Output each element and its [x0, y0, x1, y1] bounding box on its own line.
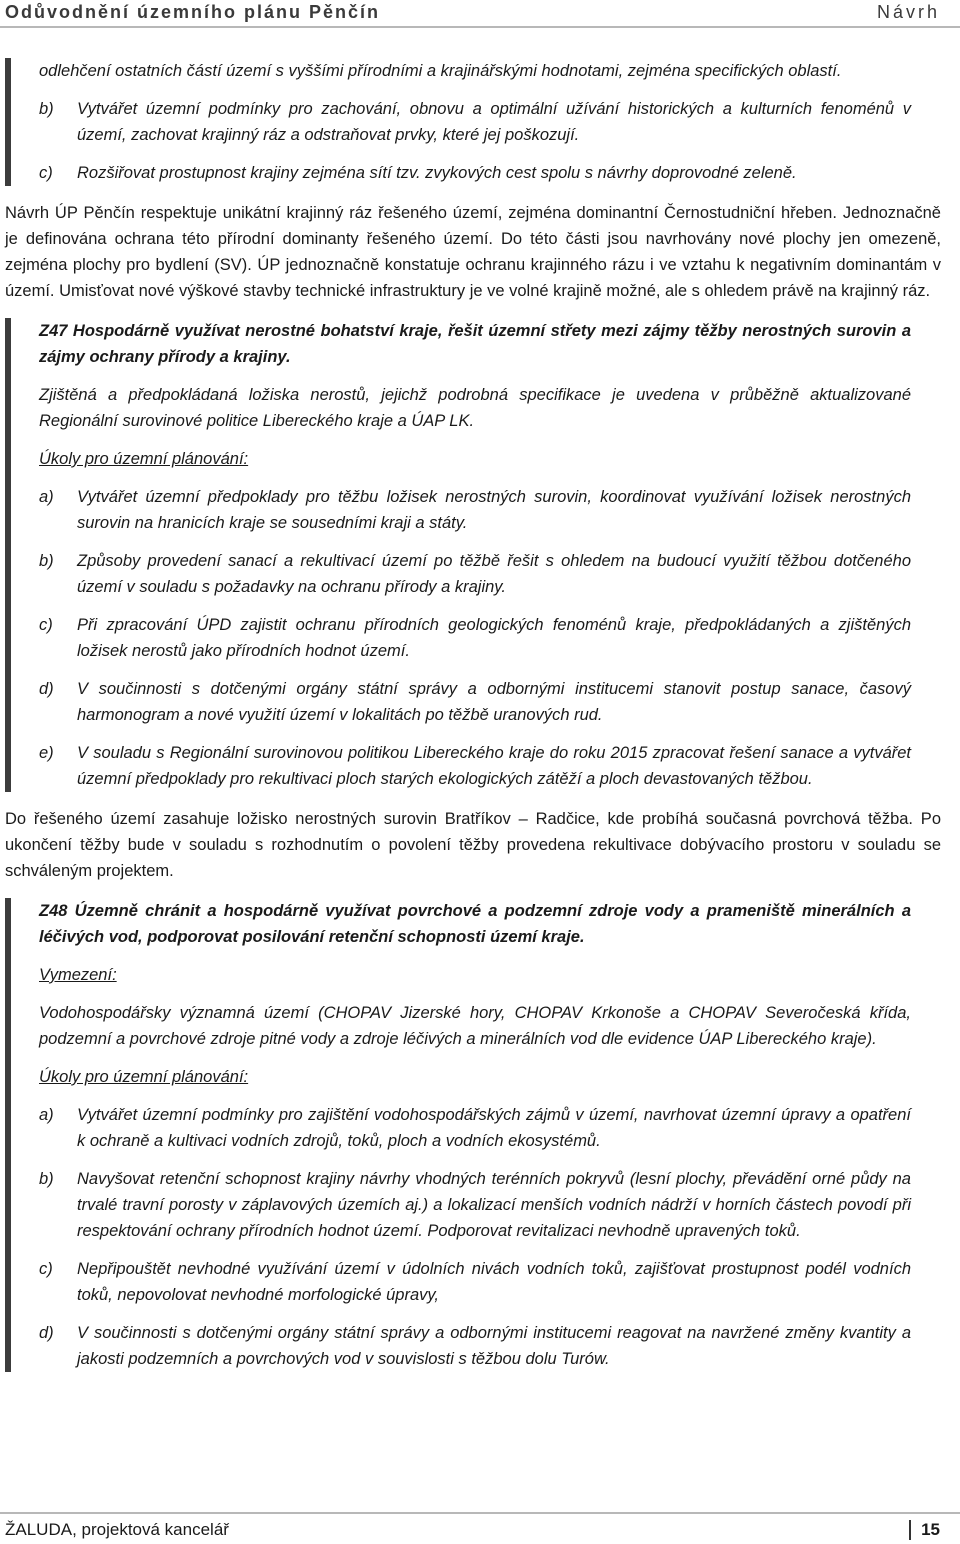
- list-item-text: Rozšiřovat prostupnost krajiny zejména sítí tzv. zvykových cest spolu s návrhy doprovodné zeleně.: [77, 164, 797, 182]
- list-item-text: V součinnosti s dotčenými orgány státní správy a odbornými institucemi stanovit postup sanace, časový harmonogram a nové využití území v lokalitách po těžbě uranových rud.: [77, 680, 911, 724]
- list-item: [39, 676, 911, 728]
- document-status: Návrh: [876, 2, 940, 22]
- list-item-text: Vytvářet územní předpoklady pro těžbu ložisek nerostných surovin, koordinovat využívání ložisek nerostných surovin na hranicích kraje se sousedními kraji a státy.: [77, 488, 911, 532]
- list-item-letter: d): [39, 1324, 54, 1342]
- z48-definition-label: Vymezení:: [39, 966, 117, 984]
- list-item: [39, 548, 911, 600]
- footer-company: ŽALUDA, projektová kancelář: [5, 1520, 229, 1539]
- list-item: [39, 612, 911, 664]
- z48-definition: Vodohospodářsky významná území (CHOPAV Jizerské hory, CHOPAV Krkonoše a CHOPAV Severočeská křída, podzemní a povrchové zdroje pitné vody a zdroje léčivých a minerálních vod dle evidence ÚAP Libereckého kraje).: [39, 1004, 911, 1048]
- list-item: [39, 1102, 911, 1154]
- page-number: 15: [909, 1520, 940, 1540]
- list-item-letter: b): [39, 100, 54, 118]
- z47-tasks-label: Úkoly pro územní plánování:: [39, 450, 249, 468]
- list-item-text: Způsoby provedení sanací a rekultivací území po těžbě řešit s ohledem na budoucí využití těžbou dotčeného území v souladu s požadavky na ochranu přírody a krajiny.: [77, 552, 911, 596]
- list-item: [39, 1256, 911, 1308]
- list-item-letter: c): [39, 164, 53, 182]
- list-item-letter: c): [39, 1260, 53, 1278]
- page-header: [0, 0, 960, 28]
- body-paragraph: Návrh ÚP Pěnčín respektuje unikátní krajinný ráz řešeného území, zejména dominantní Černostudniční hřeben. Jednoznačně je definována ochrana této přírodní dominanty řešeného území. Do této části jsou navrhovány nové plochy jen omezeně, zejména plochy pro bydlení (SV). ÚP jednoznačně konstatuje ochranu krajinného rázu i ve vztahu k negativním dominantám v území. Umisťovat nové výškové stavby technické infrastruktury je ve volné krajině možné, ale s ohledem právě na krajinný ráz.: [5, 204, 941, 300]
- list-item-text: Při zpracování ÚPD zajistit ochranu přírodních geologických fenoménů kraje, předpokládaných a zjištěných ložisek nerostů jako přírodních hodnot území.: [77, 616, 911, 660]
- list-item: [39, 160, 911, 186]
- list-item-letter: d): [39, 680, 54, 698]
- list-item-letter: a): [39, 1106, 54, 1124]
- list-item-letter: e): [39, 744, 54, 762]
- page-footer: [0, 1512, 960, 1544]
- list-item: [39, 1166, 911, 1244]
- body-paragraph: Do řešeného území zasahuje ložisko nerostných surovin Bratříkov – Radčice, kde probíhá současná povrchová těžba. Po ukončení těžby bude v souladu s rozhodnutím o povolení těžby provedena rekultivace dobývacího prostoru v souladu se schváleným projektem.: [5, 810, 941, 880]
- list-item-text: Nepřipouštět nevhodné využívání území v údolních nivách vodních toků, zajišťovat prostupnost podél vodních toků, nepovolovat nevhodné morfologické úpravy,: [77, 1260, 911, 1304]
- list-item-text: Vytvářet územní podmínky pro zajištění vodohospodářských zájmů v území, navrhovat územní úpravy a opatření k ochraně a kultivaci vodních zdrojů, toků, ploch a vodních ekosystémů.: [77, 1106, 911, 1150]
- section-heading-z48: Z48 Územně chránit a hospodárně využívat povrchové a podzemní zdroje vody a prameniště minerálních a léčivých vod, podporovat posilování retenční schopnosti území kraje.: [39, 902, 911, 946]
- section-heading-z47: Z47 Hospodárně využívat nerostné bohatství kraje, řešit územní střety mezi zájmy těžby nerostných surovin a zájmy ochrany přírody a krajiny.: [39, 322, 911, 366]
- list-item-text: Navyšovat retenční schopnost krajiny návrhy vhodných terénních pokryvů (lesní plochy, převádění orné půdy na trvalé travní porosty v záplavových územích aj.) a lokalizací menších vodních nádrží v horních částech povodí při respektování ochrany přírodních hodnot území. Podporovat revitalizaci nevhodně upravených toků.: [77, 1170, 911, 1240]
- z47-text: Zjištěná a předpokládaná ložiska nerostů, jejichž podrobná specifikace je uvedena v průběžně aktualizované Regionální surovinové politice Libereckého kraje a ÚAP LK.: [39, 386, 911, 430]
- list-item: [39, 1320, 911, 1372]
- page-content: [5, 58, 941, 1386]
- list-item-text: V součinnosti s dotčenými orgány státní správy a odbornými institucemi reagovat na navržené změny kvantity a jakosti podzemních a povrchových vod v souvislosti s těžbou dolu Turów.: [77, 1324, 911, 1368]
- quote-block-z47: [5, 318, 941, 792]
- list-item-letter: c): [39, 616, 53, 634]
- list-item: [39, 740, 911, 792]
- list-item-letter: b): [39, 552, 54, 570]
- list-item-text: V souladu s Regionální surovinovou politikou Libereckého kraje do roku 2015 zpracovat řešení sanace a vytvářet územní předpoklady pro rekultivaci ploch starých ekologických zátěží a ploch devastovaných těžbou.: [77, 744, 911, 788]
- quote-block-z48: [5, 898, 941, 1372]
- quote-intro: odlehčení ostatních částí území s vyššími přírodními a krajinářskými hodnotami, zejména specifických oblastí.: [39, 62, 842, 80]
- quote-block-continued: [5, 58, 941, 186]
- list-item: [39, 484, 911, 536]
- list-item-letter: a): [39, 488, 54, 506]
- list-item-text: Vytvářet územní podmínky pro zachování, obnovu a optimální užívání historických a kulturních fenoménů v území, zachovat krajinný ráz a odstraňovat prvky, které jej poškozují.: [77, 100, 911, 144]
- list-item-letter: b): [39, 1170, 54, 1188]
- list-item: [39, 96, 911, 148]
- z48-tasks-label: Úkoly pro územní plánování:: [39, 1068, 249, 1086]
- document-title: Odůvodnění územního plánu Pěnčín: [5, 2, 381, 22]
